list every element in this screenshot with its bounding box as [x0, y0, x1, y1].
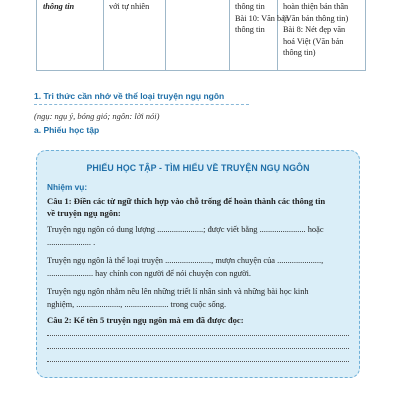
table-column-divider	[103, 0, 104, 70]
sentence-1-line-1[interactable]: Truyện ngụ ngôn có dung lượng ......................; được viết bằng ...................... hoặc	[47, 225, 324, 234]
question-2: Câu 2: Kể tên 5 truyện ngụ ngôn mà em đã được đọc:	[47, 315, 244, 325]
section-heading-underline	[34, 104, 249, 105]
answer-line[interactable]	[47, 335, 349, 336]
definition-note: (ngụ: ngụ ý, bóng gió; ngôn: lời nói)	[34, 111, 160, 121]
sentence-3-line-1[interactable]: Truyện ngụ ngôn nhằm nêu lên những triết lí nhân sinh và những bài học kinh	[47, 287, 309, 296]
worksheet-title: PHIẾU HỌC TẬP - TÌM HIỂU VỀ TRUYỆN NGỤ NGÔN	[86, 163, 310, 173]
top-table-fragment	[36, 0, 366, 71]
task-label: Nhiệm vụ:	[47, 182, 88, 192]
section-heading-worksheet: a. Phiếu học tập	[34, 125, 100, 135]
answer-line[interactable]	[47, 361, 349, 362]
table-column-divider	[165, 0, 166, 70]
table-cell-col3: thông tin Bài 10: Văn bản thông tin	[235, 2, 289, 34]
question-1-line-1: Câu 1: Điền các từ ngữ thích hợp vào chỗ trống để hoàn thành các thông tin	[47, 196, 326, 206]
section-heading-knowledge: 1. Tri thức cần nhớ về thể loại truyện ngụ ngôn	[34, 91, 225, 101]
question-1-line-2: về truyện ngụ ngôn:	[47, 208, 121, 218]
worksheet-box	[36, 150, 360, 378]
sentence-2-line-1[interactable]: Truyện ngụ ngôn là thể loại truyện ......................, mượn chuyện của .....................,	[47, 256, 324, 265]
sentence-2-line-2[interactable]: ...................... hay chính con người để nói chuyện con người.	[47, 269, 252, 278]
table-cell-col1: thông tin	[43, 2, 75, 11]
table-column-divider	[229, 0, 230, 70]
answer-line[interactable]	[47, 348, 349, 349]
table-cell-col2: với tự nhiên	[109, 2, 150, 11]
sentence-3-line-2[interactable]: nghiệm, ....................., ..................... trong cuộc sống.	[47, 300, 227, 309]
sentence-1-line-2[interactable]: ..................... .	[47, 238, 96, 247]
table-cell-col4: hoàn thiện bản thân (Văn bản thông tin) Bài 8: Nét đẹp văn hoá Việt (Văn bản thông tin)	[283, 2, 349, 57]
